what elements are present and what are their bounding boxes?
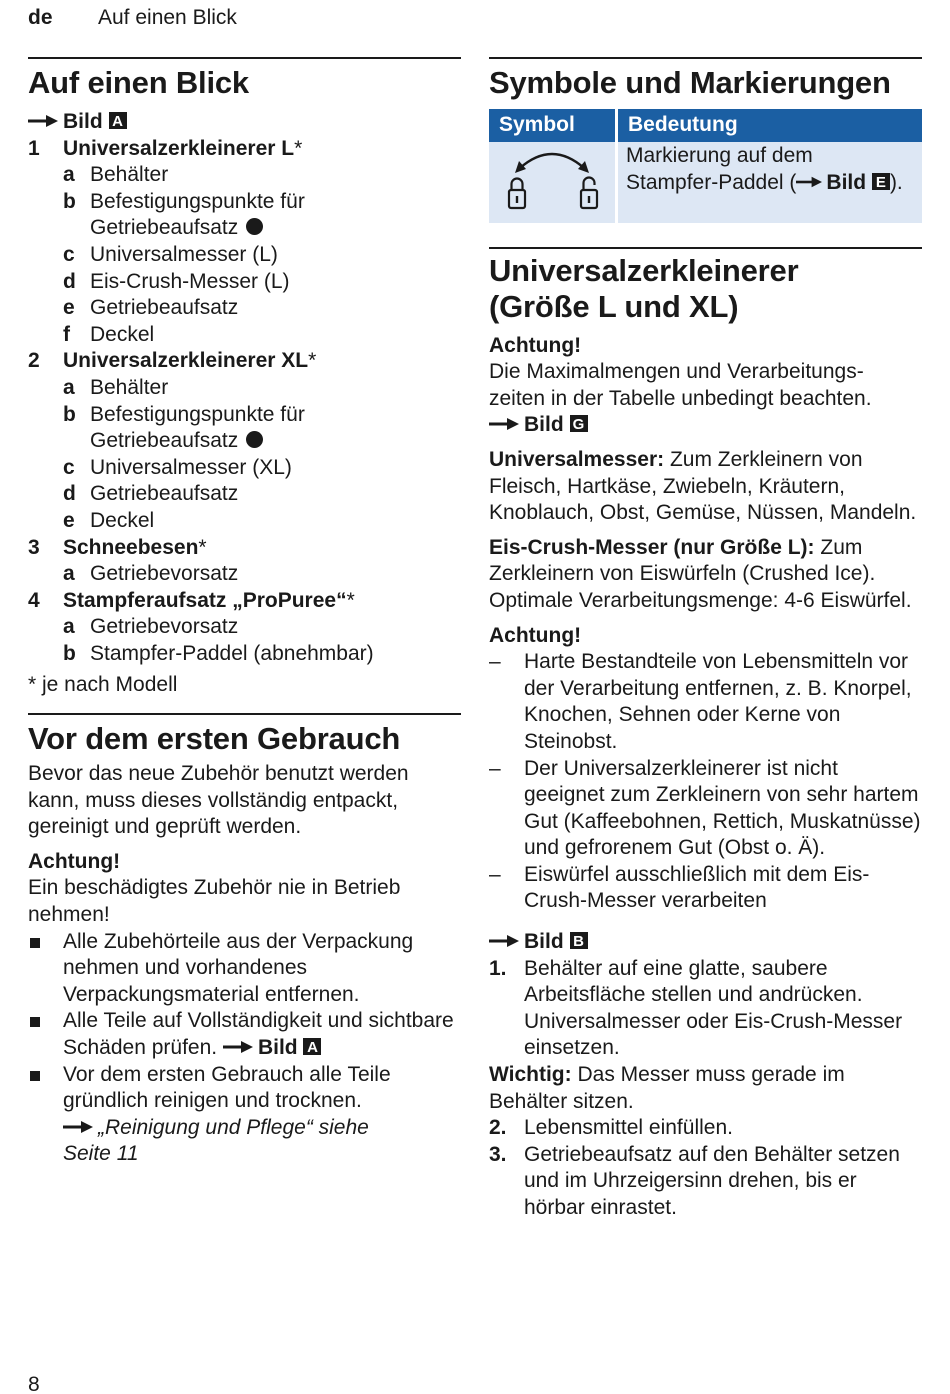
bullet-text: Alle Zubehörteile aus der Verpackung nehmen und vorhandenes Verpackungsmaterial entfernen. — [63, 929, 414, 1006]
sub-item-text — [90, 269, 461, 296]
section-rule — [28, 57, 461, 59]
square-bullet-icon — [30, 1071, 40, 1081]
component-item — [28, 588, 461, 615]
overview-heading: Auf einen Blick — [28, 65, 249, 100]
item-number: 1 — [28, 136, 40, 160]
asterisk-marker: * — [346, 588, 355, 612]
sub-item-letter: a — [63, 163, 75, 187]
bullet-item — [28, 1008, 461, 1061]
footnote: * je nach Modell — [28, 673, 178, 697]
filled-circle-icon — [246, 218, 263, 235]
sub-item-text-line: Getriebeaufsatz — [90, 429, 239, 453]
sub-item — [28, 455, 461, 482]
sub-item-letter: d — [63, 269, 76, 293]
meaning-cell — [618, 142, 922, 223]
sub-item-letter: b — [63, 641, 76, 665]
arrow-right-icon — [223, 1041, 253, 1053]
asterisk-marker: * — [294, 136, 303, 160]
sub-item-text-line: Universalmesser (XL) — [90, 455, 292, 479]
caution-label: Achtung! — [489, 623, 582, 647]
sub-item-text-line: Stampfer-Paddel (abnehmbar) — [90, 641, 374, 665]
step-number: 1. — [489, 956, 507, 980]
caution-text — [489, 359, 922, 412]
step-text: Behälter auf eine glatte, saubere Arbeitsfläche stellen und andrücken. Universalmesser oder Eis-Crush-Messer einsetzen. — [524, 956, 903, 1060]
item-label — [63, 535, 461, 562]
item-label — [63, 136, 461, 163]
step-number: 3. — [489, 1142, 507, 1166]
cross-reference-page: Seite 11 — [63, 1142, 139, 1166]
step-text: Lebensmittel einfüllen. — [524, 1116, 733, 1140]
important-note — [489, 1062, 922, 1115]
universal-blade-paragraph — [489, 447, 922, 527]
list-item-text: Harte Bestandteile von Lebensmitteln vor der Verarbeitung entfernen, z. B. Knorpel, Knochen, Sehnen oder Kerne von Steinobst. — [524, 650, 912, 753]
sub-item-text — [90, 375, 461, 402]
sub-item-letter: b — [63, 402, 76, 426]
table-row — [489, 142, 922, 223]
sub-item-letter: b — [63, 189, 76, 213]
sub-item — [28, 614, 461, 641]
page-number: 8 — [28, 1373, 40, 1394]
component-item — [28, 136, 461, 163]
header-title: Auf einen Blick — [98, 6, 237, 29]
step-number: 2. — [489, 1116, 507, 1140]
sub-item-letter: e — [63, 508, 75, 532]
item-label — [63, 588, 461, 615]
term-text: Zum Zerkleinern von Fleisch, Hartkäse, Zwiebeln, Kräutern, Knoblauch, Obst, Gemüse, Nüssen, Mandeln. — [489, 447, 917, 525]
asterisk-marker: * — [308, 349, 317, 373]
list-item — [489, 649, 922, 755]
sub-item-letter: c — [63, 455, 75, 479]
sub-item — [28, 162, 461, 189]
caution-text: Ein beschädigtes Zubehör nie in Betrieb nehmen! — [28, 876, 401, 927]
sub-item-text — [90, 508, 461, 535]
list-item — [489, 756, 922, 862]
sub-item — [28, 561, 461, 588]
meaning-text: ). — [889, 170, 903, 194]
item-number: 4 — [28, 588, 40, 612]
figure-letter-badge: A — [303, 1038, 321, 1055]
sub-item-letter: d — [63, 482, 76, 506]
section-rule — [489, 247, 922, 249]
figure-letter-badge: G — [570, 415, 588, 432]
caution-label: Achtung! — [489, 333, 582, 357]
page-header — [28, 5, 237, 32]
arrow-right-icon — [63, 1121, 93, 1133]
arrow-right-icon — [489, 935, 519, 947]
square-bullet-icon — [30, 1017, 40, 1027]
sub-item-letter: a — [63, 562, 75, 586]
sub-item-text-line: Getriebeaufsatz — [90, 216, 239, 240]
arrow-right-icon — [489, 418, 519, 430]
sub-item-text-line: Getriebevorsatz — [90, 562, 239, 586]
column-header-meaning: Bedeutung — [618, 109, 922, 142]
sub-item-letter: e — [63, 296, 75, 320]
dash-marker: – — [489, 862, 501, 886]
dash-marker: – — [489, 756, 501, 780]
item-number: 3 — [28, 535, 40, 559]
meaning-text: Markierung auf dem — [626, 144, 813, 167]
bullet-text: Vor dem ersten Gebrauch alle Teile gründlich reinigen und trocknen. — [63, 1062, 391, 1113]
sub-item-text — [90, 641, 461, 668]
arrow-right-icon — [796, 176, 822, 188]
sub-item — [28, 402, 461, 455]
sub-item-text — [90, 455, 461, 482]
sub-item — [28, 295, 461, 322]
component-list — [28, 136, 461, 668]
list-item — [489, 862, 922, 915]
language-code: de — [28, 6, 53, 29]
sub-item-text-line: Behälter — [90, 163, 169, 187]
sub-item — [28, 269, 461, 296]
sub-item-text-line: Deckel — [90, 508, 155, 532]
sub-item-text — [90, 189, 461, 242]
caution-label: Achtung! — [28, 849, 121, 873]
sub-item-text — [90, 481, 461, 508]
arrow-right-icon — [28, 115, 58, 127]
step-text: Getriebeaufsatz auf den Behälter setzen und im Uhrzeigersinn drehen, bis er hörbar einrastet. — [524, 1142, 900, 1219]
asterisk-marker: * — [198, 535, 207, 559]
item-label — [63, 348, 461, 375]
item-number: 2 — [28, 349, 40, 373]
bullet-text: Alle Teile auf Vollständigkeit und sichtbare Schäden prüfen. — [63, 1009, 454, 1059]
sub-item-text — [90, 402, 461, 455]
ice-blade-paragraph — [489, 535, 922, 615]
dash-marker: – — [489, 650, 501, 674]
first-use-intro: Bevor das neue Zubehör benutzt werden kann, muss dieses vollständig entpackt, gereinigt und geprüft werden. — [28, 762, 409, 839]
cross-reference-link[interactable]: „Reinigung und Pflege“ siehe — [98, 1115, 369, 1139]
component-item — [28, 535, 461, 562]
sub-item-text-line: Getriebeaufsatz — [90, 296, 239, 320]
sub-item-text — [90, 162, 461, 189]
caution-text-line: Die Maximalmengen und Verarbeitungs- — [489, 360, 864, 384]
sub-item-text-line: Befestigungspunkte für — [90, 189, 305, 213]
sub-item-letter: a — [63, 375, 75, 399]
bullet-item — [28, 929, 461, 1009]
sub-item-text — [90, 561, 461, 588]
term-text: Das Messer muss gerade im Behälter sitzen. — [489, 1063, 845, 1113]
sub-item-text-line: Universalmesser (L) — [90, 242, 278, 266]
item-label-text: Universalzerkleinerer L — [63, 136, 295, 160]
bild-reference — [489, 929, 922, 956]
item-label-text: Stampferaufsatz „ProPuree“ — [63, 588, 347, 612]
sub-item-text-line: Befestigungspunkte für — [90, 402, 305, 426]
section-rule — [28, 713, 461, 715]
bild-label: Bild — [826, 170, 867, 194]
sub-item-text — [90, 295, 461, 322]
step-item — [489, 1115, 922, 1142]
sub-item — [28, 481, 461, 508]
chopper-heading — [489, 253, 922, 325]
sub-item — [28, 641, 461, 668]
caution-text-line: zeiten in der Tabelle unbedingt beachten. — [489, 386, 872, 410]
step-item — [489, 1142, 922, 1222]
sub-item-text — [90, 242, 461, 269]
heading-line: (Größe L und XL) — [489, 288, 739, 324]
item-label-text: Schneebesen — [63, 535, 199, 559]
sub-item — [28, 508, 461, 535]
figure-letter-badge: E — [872, 173, 890, 190]
term-label: Universalmesser: — [489, 447, 665, 471]
sub-item-text-line: Deckel — [90, 322, 155, 346]
sub-item — [28, 322, 461, 349]
list-item-text: Der Universalzerkleinerer ist nicht geeignet zum Zerkleinern von sehr hartem Gut (Kaffeebohnen, Rettich, Muskatnüsse) und gefrorenem Gut (Obst o. Ä). — [524, 756, 921, 860]
symbols-table — [489, 109, 922, 223]
sub-item — [28, 242, 461, 269]
first-use-heading: Vor dem ersten Gebrauch — [28, 721, 401, 757]
left-column — [28, 57, 461, 1168]
figure-letter-badge: B — [570, 932, 588, 949]
term-text: Zum Zerkleinern von Eiswürfeln (Crushed Ice). Optimale Verarbeitungsmenge: 4-6 Eiswürfel. — [489, 535, 912, 612]
bullet-item — [28, 1062, 461, 1168]
section-rule — [489, 57, 922, 59]
sub-item-letter: f — [63, 322, 70, 346]
sub-item — [28, 189, 461, 242]
component-item — [28, 348, 461, 375]
sub-item — [28, 375, 461, 402]
item-label-text: Universalzerkleinerer XL — [63, 349, 309, 373]
sub-item-text-line: Eis-Crush-Messer (L) — [90, 269, 290, 293]
sub-item-text — [90, 322, 461, 349]
bild-label: Bild — [524, 413, 564, 437]
bild-reference — [28, 109, 461, 136]
bild-label: Bild — [63, 110, 103, 133]
figure-letter-badge: A — [109, 112, 127, 129]
lock-unlock-rotation-icon — [489, 142, 615, 215]
sub-item-text-line: Behälter — [90, 375, 169, 399]
meaning-text: Stampfer-Paddel ( — [626, 170, 797, 194]
symbol-cell — [489, 142, 618, 223]
sub-item-text — [90, 614, 461, 641]
filled-circle-icon — [246, 431, 263, 448]
heading-line: Universalzerkleinerer — [489, 252, 799, 288]
sub-item-letter: a — [63, 615, 75, 639]
symbols-heading: Symbole und Markierungen — [489, 65, 891, 100]
right-column — [489, 57, 922, 1222]
sub-item-text-line: Getriebevorsatz — [90, 615, 239, 639]
sub-item-text-line: Getriebeaufsatz — [90, 482, 239, 506]
column-header-symbol: Symbol — [489, 109, 618, 142]
bild-label: Bild — [524, 930, 564, 954]
bild-reference — [489, 412, 922, 439]
list-item-text: Eiswürfel ausschließlich mit dem Eis-Crush-Messer verarbeiten — [524, 862, 870, 913]
square-bullet-icon — [30, 938, 40, 948]
term-label: Eis-Crush-Messer (nur Größe L): — [489, 535, 815, 559]
sub-item-letter: c — [63, 242, 75, 266]
step-item — [489, 956, 922, 1062]
bild-label: Bild — [257, 1036, 298, 1059]
term-label: Wichtig: — [489, 1063, 572, 1087]
